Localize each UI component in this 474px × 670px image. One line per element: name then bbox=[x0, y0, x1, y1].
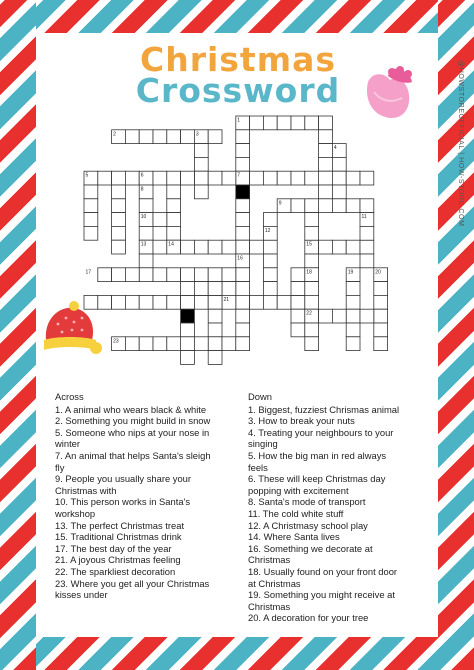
clue-number: 20 bbox=[375, 269, 381, 276]
grid-cell[interactable] bbox=[305, 213, 319, 227]
clue-number: 17 bbox=[85, 269, 92, 276]
grid-cell[interactable] bbox=[291, 171, 305, 185]
down-heading: Down bbox=[248, 391, 272, 402]
across-clue-line: 13. The perfect Christmas treat bbox=[55, 519, 185, 531]
grid-cell[interactable] bbox=[263, 213, 277, 227]
clue-number: 4 bbox=[333, 145, 337, 152]
grid-cell[interactable] bbox=[360, 240, 374, 254]
grid-cell[interactable] bbox=[194, 337, 208, 351]
clue-number: 7 bbox=[237, 172, 241, 179]
grid-cell[interactable] bbox=[208, 337, 222, 351]
grid-cell[interactable] bbox=[346, 171, 360, 185]
grid-cell[interactable] bbox=[263, 254, 277, 268]
down-clue-line: 18. Usually found on your front door bbox=[248, 565, 398, 577]
clue-number: 1 bbox=[237, 117, 241, 124]
grid-cell[interactable] bbox=[181, 337, 195, 351]
airmail-border-bottom bbox=[0, 637, 474, 670]
grid-cell[interactable] bbox=[181, 268, 195, 282]
grid-cell[interactable] bbox=[181, 240, 195, 254]
across-clue-line: 22. The sparkliest decoration bbox=[55, 565, 176, 577]
grid-cell[interactable] bbox=[346, 337, 360, 351]
grid-cell[interactable] bbox=[112, 226, 126, 240]
clue-number: 22 bbox=[306, 310, 312, 317]
grid-cell[interactable] bbox=[236, 309, 250, 323]
across-clue-line: kisses under bbox=[55, 589, 108, 601]
grid-cell[interactable] bbox=[139, 268, 153, 282]
grid-cell[interactable] bbox=[181, 323, 195, 337]
grid-cell[interactable] bbox=[167, 199, 181, 213]
grid-cell[interactable] bbox=[305, 282, 319, 296]
grid-cell[interactable] bbox=[222, 268, 236, 282]
clue-number: 10 bbox=[140, 214, 147, 221]
grid-cell[interactable] bbox=[236, 282, 250, 296]
grid-cell[interactable] bbox=[112, 240, 126, 254]
grid-cell[interactable] bbox=[236, 226, 250, 240]
grid-cell[interactable] bbox=[139, 337, 153, 351]
grid-cell[interactable] bbox=[167, 185, 181, 199]
across-clue-line: 2. Something you might build in snow bbox=[55, 415, 211, 427]
down-clue-line: 3. How to break your nuts bbox=[248, 415, 355, 427]
grid-cell[interactable] bbox=[153, 213, 167, 227]
across-clue-line: Christmas with bbox=[55, 484, 117, 496]
grid-cell[interactable] bbox=[84, 185, 98, 199]
grid-cell[interactable] bbox=[208, 323, 222, 337]
grid-cell[interactable] bbox=[194, 240, 208, 254]
grid-cell[interactable] bbox=[291, 309, 305, 323]
grid-cell[interactable] bbox=[84, 226, 98, 240]
grid-cell[interactable] bbox=[139, 254, 153, 268]
grid-cell[interactable] bbox=[167, 337, 181, 351]
grid-cell[interactable] bbox=[167, 226, 181, 240]
down-clue-line: 8. Santa's mode of transport bbox=[248, 496, 366, 508]
grid-cell[interactable] bbox=[360, 226, 374, 240]
grid-cell[interactable] bbox=[319, 309, 333, 323]
clue-number: 8 bbox=[140, 186, 144, 193]
across-clue-line: workshop bbox=[55, 507, 96, 519]
across-clue-line: 9. People you usually share your bbox=[55, 473, 192, 485]
down-clue-line: 19. Something you might receive at bbox=[248, 589, 395, 601]
grid-cell[interactable] bbox=[181, 171, 195, 185]
grid-cell[interactable] bbox=[319, 157, 333, 171]
grid-cell[interactable] bbox=[305, 116, 319, 130]
grid-cell[interactable] bbox=[374, 282, 388, 296]
down-clue-line: 16. Something we decorate at bbox=[248, 542, 373, 554]
grid-cell[interactable] bbox=[236, 130, 250, 144]
grid-cell[interactable] bbox=[236, 295, 250, 309]
grid-cell[interactable] bbox=[332, 309, 346, 323]
grid-cell[interactable] bbox=[291, 323, 305, 337]
grid-cell[interactable] bbox=[319, 185, 333, 199]
grid-cell[interactable] bbox=[250, 240, 264, 254]
down-clue-line: 11. The cold white stuff bbox=[248, 507, 344, 519]
down-clue-line: Christmas bbox=[248, 600, 291, 612]
grid-cell[interactable] bbox=[319, 171, 333, 185]
grid-cell[interactable] bbox=[263, 268, 277, 282]
grid-cell[interactable] bbox=[374, 337, 388, 351]
clue-number: 23 bbox=[113, 338, 119, 345]
grid-cell[interactable] bbox=[346, 323, 360, 337]
grid-cell[interactable] bbox=[139, 295, 153, 309]
grid-cell[interactable] bbox=[319, 144, 333, 158]
grid-cell[interactable] bbox=[305, 199, 319, 213]
down-clue-line: 12. A Christmasy school play bbox=[248, 519, 368, 531]
down-clue-line: 1. Biggest, fuzziest Chrismas animal bbox=[248, 403, 400, 415]
grid-cell[interactable] bbox=[208, 240, 222, 254]
grid-cell[interactable] bbox=[360, 199, 374, 213]
grid-cell[interactable] bbox=[112, 295, 126, 309]
grid-cell[interactable] bbox=[181, 282, 195, 296]
grid-cell[interactable] bbox=[291, 295, 305, 309]
grid-cell[interactable] bbox=[112, 185, 126, 199]
grid-cell[interactable] bbox=[208, 171, 222, 185]
grid-cell[interactable] bbox=[153, 240, 167, 254]
grid-cell[interactable] bbox=[194, 268, 208, 282]
grid-cell[interactable] bbox=[222, 337, 236, 351]
grid-cell[interactable] bbox=[360, 309, 374, 323]
down-clue-line: feels bbox=[248, 461, 268, 473]
grid-cell[interactable] bbox=[139, 130, 153, 144]
across-clue-line: 5. Someone who nips at your nose in bbox=[55, 426, 210, 438]
grid-cell[interactable] bbox=[139, 226, 153, 240]
grid-cell[interactable] bbox=[250, 295, 264, 309]
across-clue-line: 1. A animal who wears black & white bbox=[55, 403, 207, 415]
grid-cell[interactable] bbox=[167, 130, 181, 144]
grid-cell[interactable] bbox=[222, 171, 236, 185]
grid-cell[interactable] bbox=[98, 268, 112, 282]
grid-cell[interactable] bbox=[319, 240, 333, 254]
grid-cell[interactable] bbox=[112, 199, 126, 213]
grid-cell[interactable] bbox=[236, 213, 250, 227]
grid-cell[interactable] bbox=[208, 351, 222, 365]
clue-number: 5 bbox=[85, 172, 89, 179]
grid-cell[interactable] bbox=[250, 171, 264, 185]
across-clues bbox=[55, 391, 245, 601]
grid-cell[interactable] bbox=[236, 268, 250, 282]
clue-number: 3 bbox=[195, 131, 199, 138]
grid-cell[interactable] bbox=[153, 337, 167, 351]
grid-cell[interactable] bbox=[277, 295, 291, 309]
across-clue-line: 21. A joyous Christmas feeling bbox=[55, 554, 181, 566]
grid-cell[interactable] bbox=[291, 268, 305, 282]
grid-cell[interactable] bbox=[194, 282, 208, 296]
grid-cell[interactable] bbox=[236, 337, 250, 351]
down-clue-line: popping with excitement bbox=[248, 484, 349, 496]
grid-cell[interactable] bbox=[181, 295, 195, 309]
grid-cell[interactable] bbox=[167, 295, 181, 309]
grid-cell[interactable] bbox=[332, 199, 346, 213]
clue-number: 19 bbox=[347, 269, 354, 276]
grid-cell[interactable] bbox=[181, 351, 195, 365]
down-clue-line: 14. Where Santa lives bbox=[248, 531, 340, 543]
grid-cell[interactable] bbox=[194, 171, 208, 185]
grid-cell[interactable] bbox=[332, 157, 346, 171]
grid-cell[interactable] bbox=[305, 323, 319, 337]
grid-cell[interactable] bbox=[332, 240, 346, 254]
grid-cell[interactable] bbox=[291, 282, 305, 296]
grid-cell[interactable] bbox=[319, 199, 333, 213]
grid-cell[interactable] bbox=[139, 199, 153, 213]
grid-cell[interactable] bbox=[277, 171, 291, 185]
down-clue-line: 5. How the big man in red always bbox=[248, 449, 387, 461]
down-clue-line: singing bbox=[248, 438, 278, 450]
grid-cell[interactable] bbox=[208, 130, 222, 144]
grid-cell[interactable] bbox=[236, 199, 250, 213]
down-clue-line: 6. These will keep Christmas day bbox=[248, 473, 386, 485]
grid-cell[interactable] bbox=[263, 240, 277, 254]
grid-cell[interactable] bbox=[319, 116, 333, 130]
grid-cell[interactable] bbox=[263, 295, 277, 309]
grid-cell[interactable] bbox=[346, 240, 360, 254]
side-watermark-text: @HOWSTOREOFFICIAL | HOW-STORE.COM bbox=[457, 60, 464, 227]
grid-cell[interactable] bbox=[98, 171, 112, 185]
title-line-2: Crossword bbox=[135, 71, 341, 110]
grid-cell[interactable] bbox=[305, 295, 319, 309]
grid-cell[interactable] bbox=[194, 144, 208, 158]
clue-number: 12 bbox=[264, 227, 271, 234]
grid-cell[interactable] bbox=[374, 309, 388, 323]
grid-cell[interactable] bbox=[84, 213, 98, 227]
grid-cell[interactable] bbox=[125, 171, 139, 185]
grid-cell[interactable] bbox=[305, 226, 319, 240]
grid-cell[interactable] bbox=[277, 116, 291, 130]
grid-cell[interactable] bbox=[332, 171, 346, 185]
down-clues bbox=[248, 391, 443, 624]
grid-cell[interactable] bbox=[346, 282, 360, 296]
clue-number: 15 bbox=[306, 241, 312, 248]
clue-number: 16 bbox=[237, 255, 243, 262]
grid-cell[interactable] bbox=[153, 130, 167, 144]
grid-cell[interactable] bbox=[374, 323, 388, 337]
grid-cell[interactable] bbox=[305, 254, 319, 268]
grid-cell[interactable] bbox=[263, 116, 277, 130]
grid-cell[interactable] bbox=[153, 295, 167, 309]
across-clue-line: winter bbox=[55, 438, 81, 450]
down-clue-line: at Christmas bbox=[248, 577, 301, 589]
clue-number: 18 bbox=[306, 269, 312, 276]
clue-number: 13 bbox=[140, 241, 147, 248]
grid-cell[interactable] bbox=[194, 157, 208, 171]
grid-cell[interactable] bbox=[360, 171, 374, 185]
blocked-cell bbox=[181, 309, 195, 323]
grid-cell[interactable] bbox=[236, 240, 250, 254]
grid-cell[interactable] bbox=[208, 282, 222, 296]
grid-cell[interactable] bbox=[250, 116, 264, 130]
grid-cell[interactable] bbox=[346, 199, 360, 213]
clue-number: 11 bbox=[361, 214, 367, 221]
grid-cell[interactable] bbox=[208, 268, 222, 282]
across-clue-line: fly bbox=[55, 461, 65, 473]
grid-cell[interactable] bbox=[167, 213, 181, 227]
grid-cell[interactable] bbox=[84, 199, 98, 213]
down-clue-line: 20. A decoration for your tree bbox=[248, 612, 369, 624]
grid-cell[interactable] bbox=[360, 254, 374, 268]
grid-cell[interactable] bbox=[112, 171, 126, 185]
clue-number: 9 bbox=[278, 200, 282, 207]
grid-cell[interactable] bbox=[222, 240, 236, 254]
grid-cell[interactable] bbox=[319, 130, 333, 144]
grid-cell[interactable] bbox=[125, 295, 139, 309]
grid-cell[interactable] bbox=[125, 337, 139, 351]
across-clue-line: 23. Where you get all your Christmas bbox=[55, 577, 210, 589]
grid-cell[interactable] bbox=[374, 295, 388, 309]
grid-cell[interactable] bbox=[236, 144, 250, 158]
grid-cell[interactable] bbox=[167, 171, 181, 185]
grid-cell[interactable] bbox=[208, 309, 222, 323]
grid-cell[interactable] bbox=[208, 295, 222, 309]
grid-cell[interactable] bbox=[194, 185, 208, 199]
grid-cell[interactable] bbox=[112, 213, 126, 227]
clue-number: 6 bbox=[140, 172, 144, 179]
clue-number: 14 bbox=[168, 241, 174, 248]
grid-cell[interactable] bbox=[112, 268, 126, 282]
grid-cell[interactable] bbox=[125, 130, 139, 144]
down-clue-line: Christmas bbox=[248, 554, 291, 566]
clue-number: 2 bbox=[113, 131, 116, 138]
across-clue-line: 15. Traditional Christmas drink bbox=[55, 531, 182, 543]
grid-cell[interactable] bbox=[167, 268, 181, 282]
grid-cell[interactable] bbox=[236, 323, 250, 337]
grid-cell[interactable] bbox=[346, 295, 360, 309]
grid-cell[interactable] bbox=[263, 171, 277, 185]
grid-cell[interactable] bbox=[305, 171, 319, 185]
grid-cell[interactable] bbox=[98, 295, 112, 309]
grid-cell[interactable] bbox=[291, 199, 305, 213]
grid-cell[interactable] bbox=[346, 309, 360, 323]
grid-cell[interactable] bbox=[236, 157, 250, 171]
blocked-cell bbox=[236, 185, 250, 199]
grid-cell[interactable] bbox=[263, 282, 277, 296]
grid-cell[interactable] bbox=[291, 116, 305, 130]
grid-cell[interactable] bbox=[305, 337, 319, 351]
grid-cell[interactable] bbox=[194, 295, 208, 309]
across-clue-line: 17. The best day of the year bbox=[55, 542, 172, 554]
grid-cell[interactable] bbox=[84, 295, 98, 309]
grid-cell[interactable] bbox=[222, 282, 236, 296]
grid-cell[interactable] bbox=[332, 185, 346, 199]
clue-number: 21 bbox=[223, 296, 230, 303]
grid-cell[interactable] bbox=[181, 130, 195, 144]
across-heading: Across bbox=[55, 391, 84, 402]
grid-cell[interactable] bbox=[153, 268, 167, 282]
grid-cell[interactable] bbox=[125, 268, 139, 282]
title-line-1: Christmas bbox=[139, 40, 336, 79]
across-clue-line: 7. An animal that helps Santa's sleigh bbox=[55, 449, 211, 461]
grid-cell[interactable] bbox=[153, 171, 167, 185]
down-clue-line: 4. Treating your neighbours to your bbox=[248, 426, 394, 438]
across-clue-line: 10. This person works in Santa's bbox=[55, 496, 191, 508]
